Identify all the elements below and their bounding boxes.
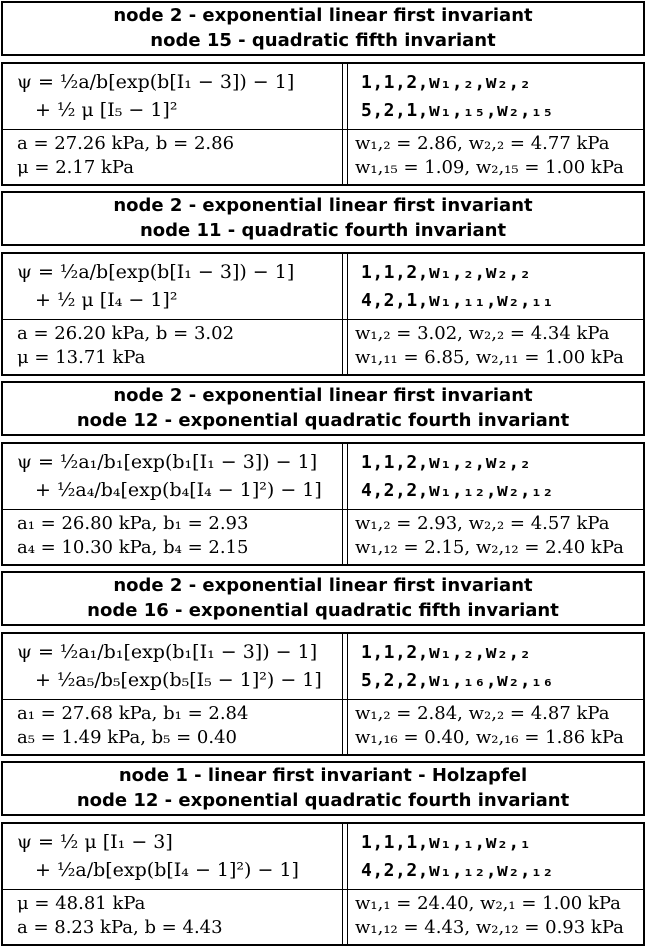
node-code-line-1: 1,1,2,w₁,₂,w₂,₂ <box>361 642 532 663</box>
node-code-line-2: 4,2,2,w₁,₁₂,w₂,₁₂ <box>361 860 554 881</box>
weights-line-2: w₁,₁₁ = 6.85, w₂,₁₁ = 1.00 kPa <box>355 347 624 368</box>
weights-line-1: w₁,₂ = 3.02, w₂,₂ = 4.34 kPa <box>355 323 610 344</box>
block-header <box>1 381 645 436</box>
energy-function-line-2: + ½a₄/b₄[exp(b₄[I₄ − 1]²) − 1] <box>35 479 322 501</box>
weights-line-2: w₁,₁₅ = 1.09, w₂,₁₅ = 1.00 kPa <box>355 157 624 178</box>
model-block <box>0 0 646 190</box>
parameters-line-1: μ = 48.81 kPa <box>17 893 146 914</box>
parameters-line-1: a = 26.20 kPa, b = 3.02 <box>17 323 235 344</box>
energy-function-line-2: + ½a₅/b₅[exp(b₅[I₅ − 1]²) − 1] <box>35 669 322 691</box>
node-code-line-1: 1,1,2,w₁,₂,w₂,₂ <box>361 262 532 283</box>
header-line-1: node 2 - exponential linear first invariant <box>113 575 533 596</box>
block-table <box>1 62 645 186</box>
node-code-line-2: 4,2,2,w₁,₁₂,w₂,₁₂ <box>361 480 554 501</box>
model-block <box>0 570 646 760</box>
column-divider <box>342 444 343 564</box>
node-code-line-1: 1,1,1,w₁,₁,w₂,₁ <box>361 832 532 853</box>
row-divider <box>3 319 643 320</box>
column-divider <box>347 254 348 374</box>
block-table <box>1 822 645 946</box>
column-divider <box>347 64 348 184</box>
header-line-1: node 2 - exponential linear first invariant <box>113 195 533 216</box>
block-header <box>1 571 645 626</box>
header-line-1: node 1 - linear first invariant - Holzapfel <box>118 765 528 786</box>
column-divider <box>342 634 343 754</box>
parameters-line-2: μ = 2.17 kPa <box>17 157 134 178</box>
parameters-line-1: a₁ = 26.80 kPa, b₁ = 2.93 <box>17 513 249 534</box>
model-block <box>0 380 646 570</box>
row-divider <box>3 889 643 890</box>
weights-line-1: w₁,₁ = 24.40, w₂,₁ = 1.00 kPa <box>355 893 621 914</box>
header-line-2: node 11 - quadratic fourth invariant <box>139 220 507 241</box>
row-divider <box>3 509 643 510</box>
column-divider <box>347 634 348 754</box>
parameters-line-1: a₁ = 27.68 kPa, b₁ = 2.84 <box>17 703 249 724</box>
block-table <box>1 442 645 566</box>
header-line-1: node 2 - exponential linear first invariant <box>113 385 533 406</box>
weights-line-2: w₁,₁₂ = 2.15, w₂,₁₂ = 2.40 kPa <box>355 537 624 558</box>
header-line-2: node 16 - exponential quadratic fifth invariant <box>87 600 559 621</box>
block-table <box>1 252 645 376</box>
parameters-line-2: a₅ = 1.49 kPa, b₅ = 0.40 <box>17 727 237 748</box>
weights-line-1: w₁,₂ = 2.84, w₂,₂ = 4.87 kPa <box>355 703 610 724</box>
row-divider <box>3 699 643 700</box>
block-table <box>1 632 645 756</box>
node-code-line-1: 1,1,2,w₁,₂,w₂,₂ <box>361 452 532 473</box>
block-header <box>1 1 645 56</box>
parameters-line-2: μ = 13.71 kPa <box>17 347 146 368</box>
header-line-2: node 15 - quadratic fifth invariant <box>150 30 496 51</box>
model-block <box>0 760 646 950</box>
header-line-2: node 12 - exponential quadratic fourth invariant <box>76 790 570 811</box>
block-header <box>1 191 645 246</box>
energy-function-line-1: ψ = ½ μ [I₁ − 3] <box>17 831 173 853</box>
energy-function-line-1: ψ = ½a/b[exp(b[I₁ − 3]) − 1] <box>17 261 295 283</box>
energy-function-line-1: ψ = ½a₁/b₁[exp(b₁[I₁ − 3]) − 1] <box>17 451 318 473</box>
weights-line-2: w₁,₁₂ = 4.43, w₂,₁₂ = 0.93 kPa <box>355 917 624 938</box>
block-header <box>1 761 645 816</box>
parameters-line-2: a = 8.23 kPa, b = 4.43 <box>17 917 223 938</box>
energy-function-line-2: + ½a/b[exp(b[I₄ − 1]²) − 1] <box>35 859 299 881</box>
weights-line-1: w₁,₂ = 2.93, w₂,₂ = 4.57 kPa <box>355 513 610 534</box>
column-divider <box>347 824 348 944</box>
node-code-line-2: 5,2,1,w₁,₁₅,w₂,₁₅ <box>361 100 554 121</box>
column-divider <box>347 444 348 564</box>
header-line-2: node 12 - exponential quadratic fourth invariant <box>76 410 570 431</box>
energy-function-line-1: ψ = ½a₁/b₁[exp(b₁[I₁ − 3]) − 1] <box>17 641 318 663</box>
column-divider <box>342 254 343 374</box>
weights-line-2: w₁,₁₆ = 0.40, w₂,₁₆ = 1.86 kPa <box>355 727 624 748</box>
model-block <box>0 190 646 380</box>
parameters-line-1: a = 27.26 kPa, b = 2.86 <box>17 133 235 154</box>
energy-function-line-2: + ½ μ [I₄ − 1]² <box>35 289 178 311</box>
parameters-line-2: a₄ = 10.30 kPa, b₄ = 2.15 <box>17 537 249 558</box>
column-divider <box>342 64 343 184</box>
energy-function-line-1: ψ = ½a/b[exp(b[I₁ − 3]) − 1] <box>17 71 295 93</box>
node-code-line-2: 4,2,1,w₁,₁₁,w₂,₁₁ <box>361 290 554 311</box>
weights-line-1: w₁,₂ = 2.86, w₂,₂ = 4.77 kPa <box>355 133 610 154</box>
energy-function-line-2: + ½ μ [I₅ − 1]² <box>35 99 178 121</box>
node-code-line-1: 1,1,2,w₁,₂,w₂,₂ <box>361 72 532 93</box>
node-code-line-2: 5,2,2,w₁,₁₆,w₂,₁₆ <box>361 670 554 691</box>
row-divider <box>3 129 643 130</box>
header-line-1: node 2 - exponential linear first invariant <box>113 5 533 26</box>
column-divider <box>342 824 343 944</box>
